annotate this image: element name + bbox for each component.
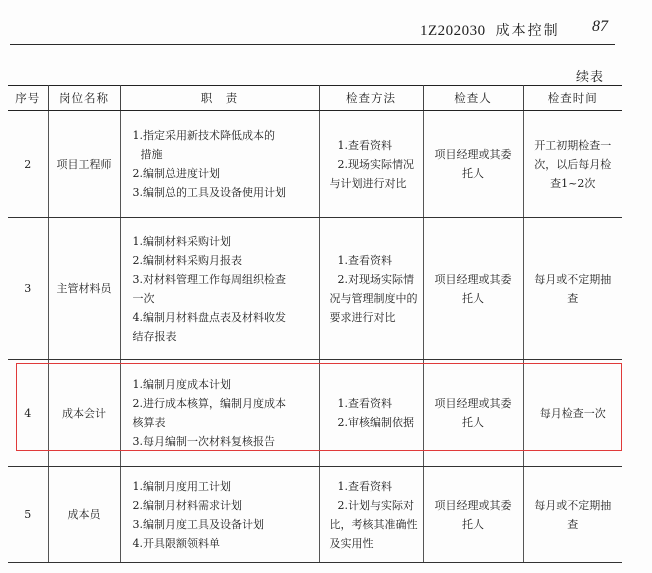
inspector-line: 项目经理或其委 — [434, 148, 512, 161]
duty-line: 结存报表 — [132, 329, 177, 343]
section-title: 成本控制 — [495, 23, 560, 39]
time-cell — [523, 360, 622, 467]
inspector-cell — [423, 111, 523, 218]
time-line: 查 — [567, 291, 579, 305]
time-cell — [523, 111, 622, 218]
inspector-cell — [423, 360, 523, 467]
time-line: 每月或不定期抽 — [534, 498, 612, 512]
table-row — [8, 111, 622, 218]
page-number: 87 — [592, 18, 608, 35]
column-header-duties: 职 责 — [120, 86, 319, 111]
method-cell — [319, 218, 423, 360]
method-line: 2.审核编制依据 — [337, 416, 414, 429]
inspector-line: 托人 — [462, 291, 484, 305]
time-cell — [523, 218, 622, 360]
time-line: 查 — [567, 517, 579, 531]
running-head — [420, 20, 560, 40]
inspector-line: 托人 — [462, 517, 484, 531]
method-line: 2.计划与实际对 — [337, 498, 414, 512]
method-line: 与计划进行对比 — [329, 176, 407, 190]
responsibility-table — [8, 85, 622, 563]
duty-line: 2.编制总进度计划 — [132, 167, 220, 180]
column-header-method: 检查方法 — [319, 86, 423, 111]
row-number: 2 — [8, 111, 48, 218]
duty-line: 2.进行成本核算，编制月度成本 — [132, 397, 286, 410]
inspector-cell — [423, 218, 523, 360]
inspector-line: 项目经理或其委 — [434, 397, 512, 410]
time-cell — [523, 467, 622, 563]
duty-line: 3.编制总的工具及设备使用计划 — [132, 186, 286, 199]
column-header-inspector: 检查人 — [423, 86, 523, 111]
time-line: 查1~2次 — [550, 176, 596, 190]
duties-cell — [120, 111, 319, 218]
method-cell — [319, 111, 423, 218]
duty-line: 3.编制月度工具及设备计划 — [132, 517, 264, 531]
duties-cell — [120, 467, 319, 563]
method-line: 1.查看资料 — [337, 253, 392, 267]
duty-line: 核算表 — [132, 416, 166, 429]
time-line: 每月检查一次 — [539, 406, 606, 420]
method-line: 2.现场实际情况 — [337, 157, 414, 171]
section-code: 1Z202030 — [420, 23, 486, 39]
duty-line: 1.编制月度用工计划 — [132, 479, 231, 493]
method-line: 1.查看资料 — [337, 138, 392, 152]
position-name: 成本员 — [48, 467, 120, 563]
inspector-line: 托人 — [462, 416, 484, 429]
method-line: 比，考核其准确性 — [329, 517, 418, 531]
inspector-line: 托人 — [462, 167, 484, 180]
time-line: 次，以后每月检 — [534, 157, 612, 171]
position-name: 主管材料员 — [48, 218, 120, 360]
table-row — [8, 360, 622, 467]
inspector-cell — [423, 467, 523, 563]
duty-line: 3.对材料管理工作每周组织检查 — [132, 272, 286, 286]
column-header-position: 岗位名称 — [48, 86, 120, 111]
position-name: 成本会计 — [48, 360, 120, 467]
row-number: 3 — [8, 218, 48, 360]
table-row — [8, 467, 622, 563]
duty-line: 3.每月编制一次材料复核报告 — [132, 435, 275, 448]
duty-line: 一次 — [132, 291, 155, 305]
column-header-no: 序号 — [8, 86, 48, 111]
table-header-row — [8, 86, 622, 111]
duty-line: 1.指定采用新技术降低成本的 — [132, 129, 275, 142]
column-header-time: 检查时间 — [523, 86, 622, 111]
method-cell — [319, 467, 423, 563]
method-line: 1.查看资料 — [337, 479, 392, 493]
continued-label: 续表 — [575, 70, 604, 85]
inspector-line: 项目经理或其委 — [434, 272, 512, 286]
duties-cell — [120, 360, 319, 467]
duty-line: 2.编制材料采购月报表 — [132, 253, 242, 267]
method-line: 2.对现场实际情 — [337, 272, 414, 286]
duty-line: 1.编制材料采购计划 — [132, 234, 231, 248]
position-name: 项目工程师 — [48, 111, 120, 218]
time-line: 开工初期检查一 — [534, 138, 612, 152]
duty-line: 措施 — [140, 148, 163, 161]
table-row — [8, 218, 622, 360]
duty-line: 2.编制月材料需求计划 — [132, 498, 242, 512]
method-line: 及实用性 — [329, 536, 374, 550]
row-number: 4 — [8, 360, 48, 467]
method-cell — [319, 360, 423, 467]
duties-cell — [120, 218, 319, 360]
header-rule — [10, 44, 615, 45]
duty-line: 4.开具限额领料单 — [132, 536, 220, 550]
row-number: 5 — [8, 467, 48, 563]
method-line: 要求进行对比 — [329, 310, 396, 324]
method-line: 况与管理制度中的 — [329, 291, 418, 305]
method-line: 1.查看资料 — [337, 397, 392, 410]
responsibility-table-wrap — [8, 85, 622, 563]
duty-line: 1.编制月度成本计划 — [132, 378, 231, 391]
inspector-line: 项目经理或其委 — [434, 498, 512, 512]
duty-line: 4.编制月材料盘点表及材料收发 — [132, 310, 286, 324]
time-line: 每月或不定期抽 — [534, 272, 612, 286]
